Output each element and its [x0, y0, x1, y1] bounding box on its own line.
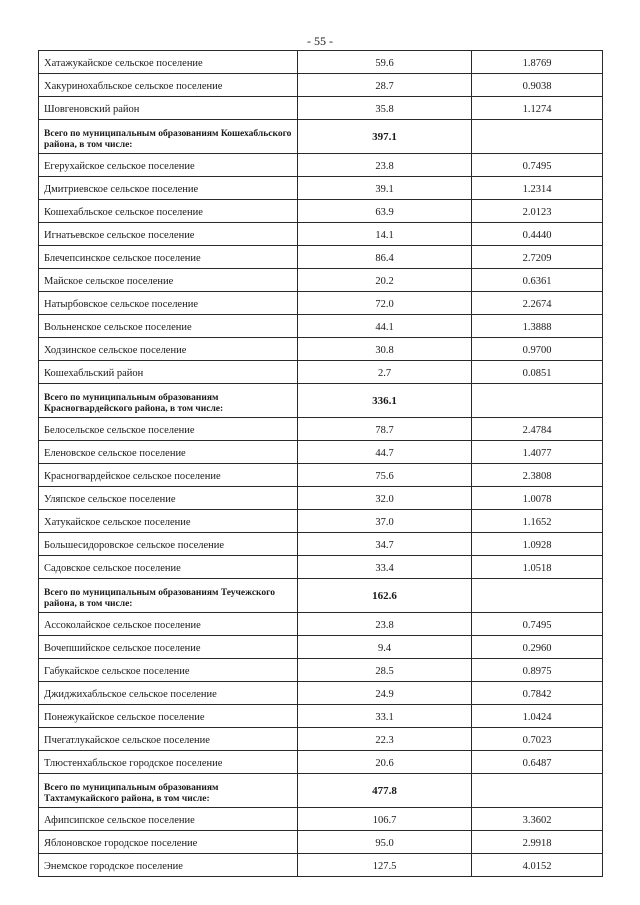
table-row [39, 361, 603, 384]
row-name-cell: Блечепсинское сельское поселение [39, 246, 298, 269]
row-share-cell: 0.7495 [472, 613, 603, 636]
row-share-cell [472, 774, 603, 808]
row-share-cell: 0.2960 [472, 636, 603, 659]
row-share-cell: 1.3888 [472, 315, 603, 338]
group-total-row [39, 579, 603, 613]
row-name-cell: Кошехабльское сельское поселение [39, 200, 298, 223]
table-row [39, 613, 603, 636]
row-value-cell: 95.0 [298, 831, 472, 854]
table-row [39, 315, 603, 338]
table-row [39, 556, 603, 579]
row-share-cell: 2.7209 [472, 246, 603, 269]
row-name-cell: Всего по муниципальным образованиям Теучежского района, в том числе: [39, 579, 298, 613]
table-row [39, 854, 603, 877]
table-row [39, 154, 603, 177]
row-name-cell: Вольненское сельское поселение [39, 315, 298, 338]
row-value-cell: 336.1 [298, 384, 472, 418]
row-share-cell: 0.6487 [472, 751, 603, 774]
table-row [39, 533, 603, 556]
row-share-cell: 1.4077 [472, 441, 603, 464]
row-value-cell: 397.1 [298, 120, 472, 154]
table-row [39, 177, 603, 200]
row-name-cell: Габукайское сельское поселение [39, 659, 298, 682]
table-row [39, 51, 603, 74]
table-row [39, 223, 603, 246]
row-value-cell: 63.9 [298, 200, 472, 223]
row-share-cell [472, 384, 603, 418]
table-row [39, 751, 603, 774]
row-name-cell: Энемское городское поселение [39, 854, 298, 877]
data-table [38, 50, 603, 877]
table-row [39, 418, 603, 441]
table-row [39, 705, 603, 728]
group-total-row [39, 120, 603, 154]
row-name-cell: Всего по муниципальным образованиям Тахтамукайского района, в том числе: [39, 774, 298, 808]
table-row [39, 246, 603, 269]
row-name-cell: Ходзинское сельское поселение [39, 338, 298, 361]
row-value-cell: 28.5 [298, 659, 472, 682]
row-share-cell: 1.1274 [472, 97, 603, 120]
row-name-cell: Хатукайское сельское поселение [39, 510, 298, 533]
row-share-cell: 0.7842 [472, 682, 603, 705]
table-row [39, 831, 603, 854]
row-value-cell: 28.7 [298, 74, 472, 97]
row-value-cell: 9.4 [298, 636, 472, 659]
row-share-cell: 0.9700 [472, 338, 603, 361]
row-name-cell: Белосельское сельское поселение [39, 418, 298, 441]
row-name-cell: Понежукайское сельское поселение [39, 705, 298, 728]
row-share-cell: 1.2314 [472, 177, 603, 200]
row-value-cell: 20.2 [298, 269, 472, 292]
row-name-cell: Уляпское сельское поселение [39, 487, 298, 510]
table-row [39, 74, 603, 97]
row-share-cell: 0.6361 [472, 269, 603, 292]
row-name-cell: Кошехабльский район [39, 361, 298, 384]
row-value-cell: 72.0 [298, 292, 472, 315]
row-name-cell: Ассоколайское сельское поселение [39, 613, 298, 636]
row-share-cell: 2.4784 [472, 418, 603, 441]
row-value-cell: 59.6 [298, 51, 472, 74]
row-share-cell [472, 579, 603, 613]
table-row [39, 441, 603, 464]
table-row [39, 269, 603, 292]
row-name-cell: Натырбовское сельское поселение [39, 292, 298, 315]
row-share-cell: 0.9038 [472, 74, 603, 97]
row-name-cell: Афипсипское сельское поселение [39, 808, 298, 831]
row-name-cell: Большесидоровское сельское поселение [39, 533, 298, 556]
row-name-cell: Майское сельское поселение [39, 269, 298, 292]
row-value-cell: 44.7 [298, 441, 472, 464]
table-row [39, 636, 603, 659]
row-share-cell: 0.8975 [472, 659, 603, 682]
group-total-row [39, 384, 603, 418]
row-value-cell: 35.8 [298, 97, 472, 120]
table-row [39, 292, 603, 315]
row-value-cell: 39.1 [298, 177, 472, 200]
row-name-cell: Хатажукайское сельское поселение [39, 51, 298, 74]
row-share-cell: 1.0078 [472, 487, 603, 510]
row-share-cell: 0.4440 [472, 223, 603, 246]
table-row [39, 487, 603, 510]
table-row [39, 464, 603, 487]
row-share-cell: 4.0152 [472, 854, 603, 877]
row-name-cell: Шовгеновский район [39, 97, 298, 120]
table-row [39, 338, 603, 361]
table-row [39, 510, 603, 533]
row-name-cell: Егерухайское сельское поселение [39, 154, 298, 177]
row-value-cell: 14.1 [298, 223, 472, 246]
row-value-cell: 2.7 [298, 361, 472, 384]
row-value-cell: 162.6 [298, 579, 472, 613]
row-share-cell [472, 120, 603, 154]
row-value-cell: 33.4 [298, 556, 472, 579]
row-value-cell: 20.6 [298, 751, 472, 774]
row-share-cell: 3.3602 [472, 808, 603, 831]
row-value-cell: 78.7 [298, 418, 472, 441]
row-name-cell: Яблоновское городское поселение [39, 831, 298, 854]
row-name-cell: Хакуринохабльское сельское поселение [39, 74, 298, 97]
row-share-cell: 2.9918 [472, 831, 603, 854]
row-share-cell: 1.0928 [472, 533, 603, 556]
row-value-cell: 44.1 [298, 315, 472, 338]
table-row [39, 200, 603, 223]
row-value-cell: 106.7 [298, 808, 472, 831]
row-value-cell: 33.1 [298, 705, 472, 728]
row-value-cell: 86.4 [298, 246, 472, 269]
row-share-cell: 1.1652 [472, 510, 603, 533]
row-name-cell: Вочепшийское сельское поселение [39, 636, 298, 659]
row-value-cell: 37.0 [298, 510, 472, 533]
row-name-cell: Игнатьевское сельское поселение [39, 223, 298, 246]
table-row [39, 97, 603, 120]
row-value-cell: 24.9 [298, 682, 472, 705]
row-name-cell: Садовское сельское поселение [39, 556, 298, 579]
row-name-cell: Джиджихабльское сельское поселение [39, 682, 298, 705]
row-share-cell: 2.0123 [472, 200, 603, 223]
row-value-cell: 127.5 [298, 854, 472, 877]
row-value-cell: 477.8 [298, 774, 472, 808]
row-share-cell: 2.3808 [472, 464, 603, 487]
table-row [39, 728, 603, 751]
row-value-cell: 22.3 [298, 728, 472, 751]
table-row [39, 659, 603, 682]
row-name-cell: Пчегатлукайское сельское поселение [39, 728, 298, 751]
row-share-cell: 2.2674 [472, 292, 603, 315]
row-value-cell: 34.7 [298, 533, 472, 556]
row-name-cell: Еленовское сельское поселение [39, 441, 298, 464]
row-share-cell: 0.7023 [472, 728, 603, 751]
row-value-cell: 75.6 [298, 464, 472, 487]
row-share-cell: 1.0424 [472, 705, 603, 728]
table-row [39, 682, 603, 705]
row-share-cell: 0.0851 [472, 361, 603, 384]
table-row [39, 808, 603, 831]
row-name-cell: Всего по муниципальным образованиям Кошехабльского района, в том числе: [39, 120, 298, 154]
page-number: - 55 - [307, 34, 333, 48]
row-name-cell: Красногвардейское сельское поселение [39, 464, 298, 487]
row-share-cell: 0.7495 [472, 154, 603, 177]
row-value-cell: 32.0 [298, 487, 472, 510]
row-name-cell: Тлюстенхабльское городское поселение [39, 751, 298, 774]
row-value-cell: 30.8 [298, 338, 472, 361]
row-share-cell: 1.8769 [472, 51, 603, 74]
group-total-row [39, 774, 603, 808]
table-body [39, 51, 603, 877]
row-name-cell: Дмитриевское сельское поселение [39, 177, 298, 200]
row-name-cell: Всего по муниципальным образованиям Красногвардейского района, в том числе: [39, 384, 298, 418]
row-value-cell: 23.8 [298, 154, 472, 177]
row-share-cell: 1.0518 [472, 556, 603, 579]
row-value-cell: 23.8 [298, 613, 472, 636]
